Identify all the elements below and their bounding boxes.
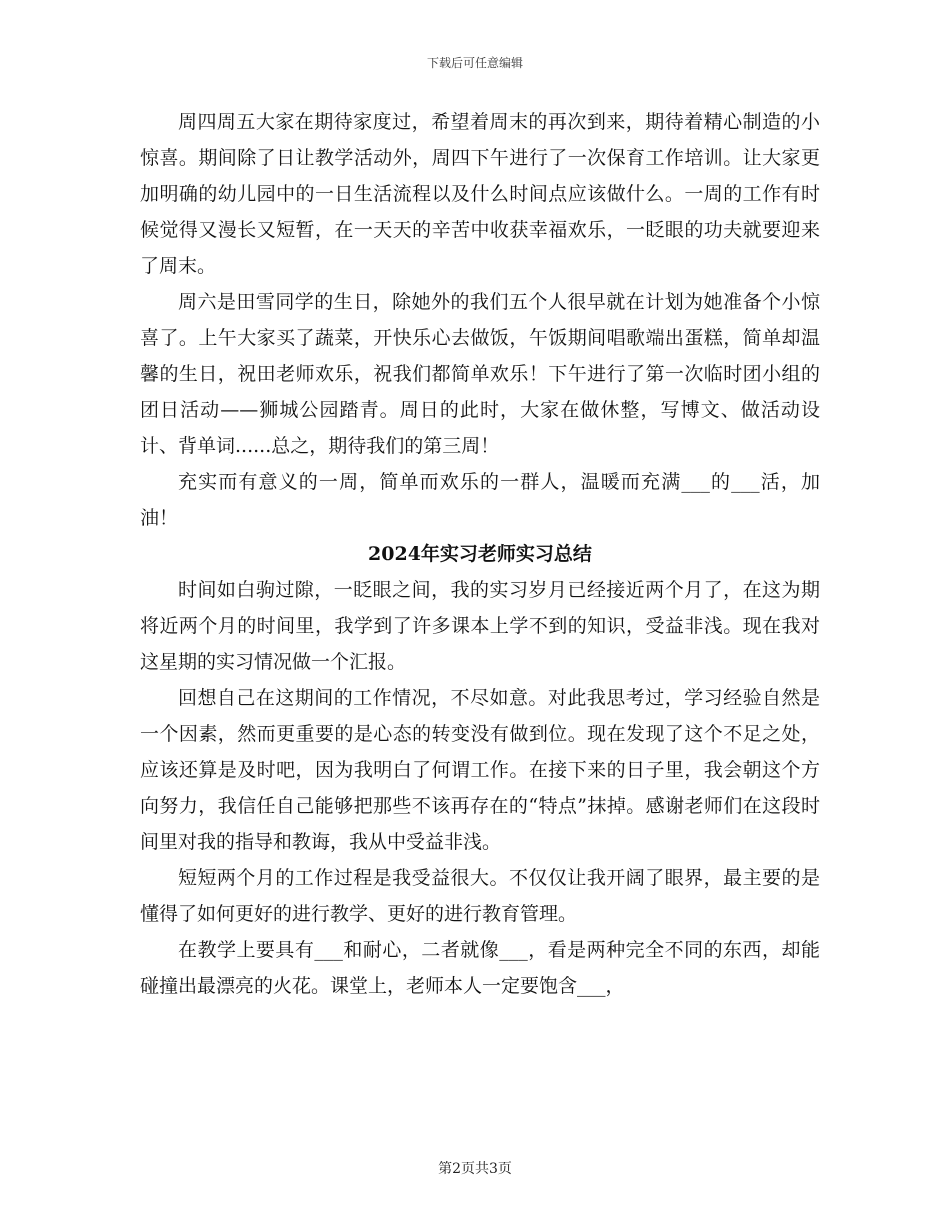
- paragraph-thursday-friday: 周四周五大家在期待家度过，希望着周末的再次到来，期待着精心制造的小惊喜。期间除了日让教学活动外，周四下午进行了一次保育工作培训。让大家更加明确的幼儿园中的一日生活流程以及什么时间点应该做什么。一周的工作有时候觉得又漫长又短暂，在一天天的辛苦中收获幸福欢乐，一眨眼的功夫就要迎来了周末。: [140, 111, 820, 277]
- document-body: [140, 104, 820, 1004]
- paragraph-two-months: 短短两个月的工作过程是我受益很大。不仅仅让我开阔了眼界，最主要的是懂得了如何更好的进行教学、更好的进行教育管理。: [140, 867, 820, 925]
- page-header-note: 下载后可任意编辑: [426, 56, 523, 70]
- paragraph-week-summary: 充实而有意义的一周，简单而欢乐的一群人，温暖而充满___的___活，加油！: [140, 471, 820, 529]
- paragraph-reflection: 回想自己在这期间的工作情况，不尽如意。对此我思考过，学习经验自然是一个因素，然而更重要的是心态的转变没有做到位。现在发现了这个不足之处，应该还算是及时吧，因为我明白了何谓工作。在接下来的日子里，我会朝这个方向努力，我信任自己能够把那些不该再存在的“特点”抹掉。感谢老师们在这段时间里对我的指导和教诲，我从中受益非浅。: [140, 687, 820, 853]
- paragraph-saturday-birthday: 周六是田雪同学的生日，除她外的我们五个人很早就在计划为她准备个小惊喜了。上午大家买了蔬菜，开快乐心去做饭，午饭期间唱歌端出蛋糕，简单却温馨的生日，祝田老师欢乐，祝我们都简单欢乐！下午进行了第一次临时团小组的团日活动——狮城公园踏青。周日的此时，大家在做休整，写博文、做活动设计、背单词......总之，期待我们的第三周！: [140, 291, 820, 457]
- page-footer: 第2页共3页: [438, 1161, 512, 1177]
- paragraph-time-flies: 时间如白驹过隙，一眨眼之间，我的实习岁月已经接近两个月了，在这为期将近两个月的时间里，我学到了许多课本上学不到的知识，受益非浅。现在我对这星期的实习情况做一个汇报。: [140, 579, 820, 673]
- paragraph-teaching: 在教学上要具有___和耐心，二者就像___，看是两种完全不同的东西，却能碰撞出最漂亮的火花。课堂上，老师本人一定要饱含___，: [140, 939, 820, 997]
- section-title: 2024年实习老师实习总结: [368, 543, 592, 565]
